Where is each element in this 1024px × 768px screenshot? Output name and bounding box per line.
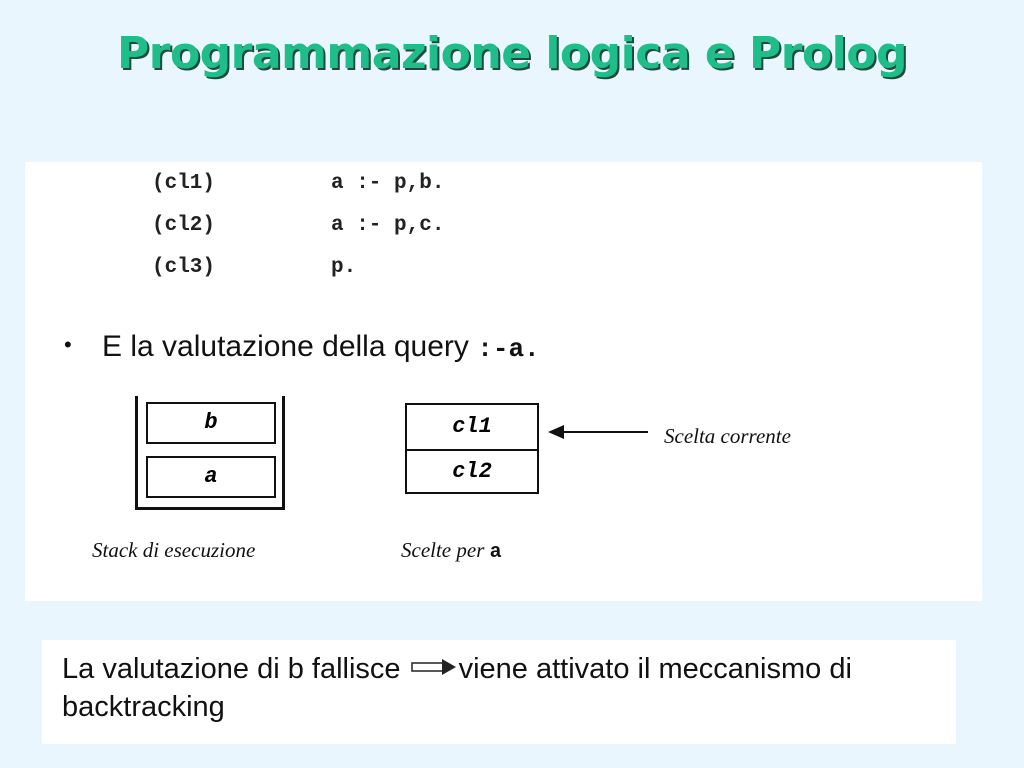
clause-label: (cl3) <box>152 256 216 279</box>
clause-label: (cl1) <box>152 172 216 195</box>
note-before-arrow: La valutazione di b fallisce <box>62 653 409 685</box>
execution-stack <box>135 396 285 510</box>
choices-box <box>405 403 539 494</box>
stack-caption: Stack di esecuzione <box>92 538 256 562</box>
stack-item: b <box>146 402 276 444</box>
right-arrow-icon <box>411 658 457 676</box>
note-text <box>62 650 942 726</box>
left-arrow-icon <box>548 423 652 441</box>
choice-item: cl1 <box>452 414 492 439</box>
note-after-arrow: viene attivato il meccanismo di backtracking <box>62 653 852 723</box>
stack-item: a <box>146 456 276 498</box>
choices-caption <box>401 538 502 564</box>
query-bullet <box>64 330 540 364</box>
bullet-dot-icon: • <box>64 332 72 357</box>
slide-title: Programmazione logica e Prolog <box>117 28 907 79</box>
query-code: :-a. <box>477 334 540 364</box>
clause-body: a :- p,b. <box>331 172 445 195</box>
clause-body: p. <box>331 256 357 279</box>
clause-label: (cl2) <box>152 214 216 237</box>
current-choice-label: Scelta corrente <box>664 424 791 448</box>
choices-caption-code: a <box>489 541 502 564</box>
clause-body: a :- p,c. <box>331 214 445 237</box>
choice-item: cl2 <box>407 449 537 494</box>
bullet-text: E la valutazione della query <box>102 330 478 363</box>
note-box <box>42 640 956 744</box>
choices-caption-text: Scelte per <box>401 538 490 562</box>
